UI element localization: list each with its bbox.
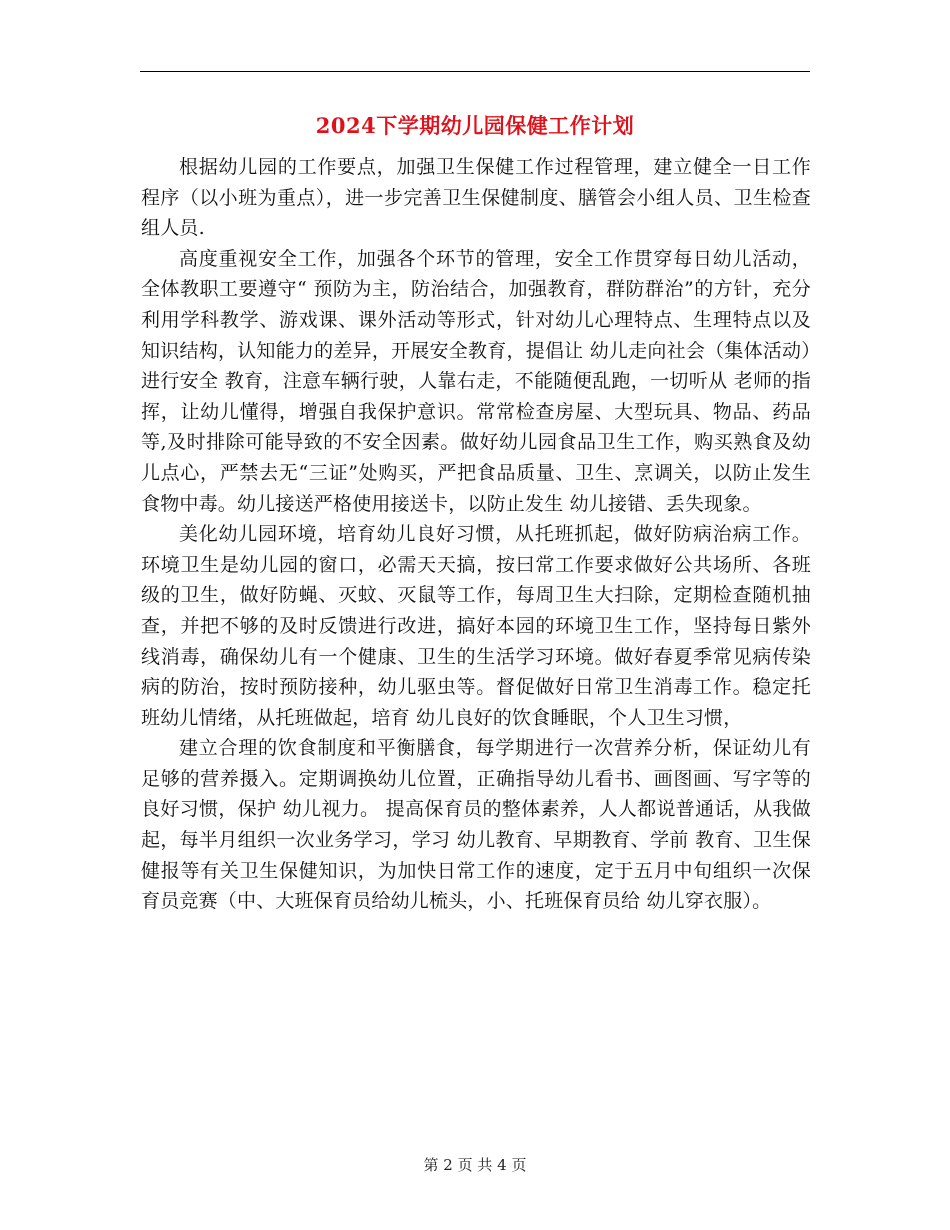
paragraph-safety: 高度重视安全工作，加强各个环节的管理，安全工作贯穿每日幼儿活动，全体教职工要遵守“ 预防为主，防治结合，加强教育，群防群治”的方针，充分利用学科教学、游戏课、课外活动等形式，针对幼儿心理特点、生理特点以及知识结构，认知能力的差异，开展安全教育，提倡让 幼儿走向社会（集体活动）进行安全 教育，注意车辆行驶，人靠右走，不能随便乱跑，一切听从 老师的指挥，让幼儿懂得，增强自我保护意识。常常检查房屋、大型玩具、物品、药品等,及时排除可能导致的不安全因素。做好幼儿园食品卫生工作，购买熟食及幼儿点心，严禁去无“三证”处购买，严把食品质量、卫生、烹调关，以防止发生食物中毒。幼儿接送严格使用接送卡，以防止发生 幼儿接错、丢失现象。	[141, 247, 811, 515]
paragraph-environment: 美化幼儿园环境，培育幼儿良好习惯，从托班抓起，做好防病治病工作。环境卫生是幼儿园的窗口，必需天天搞，按曰常工作要求做好公共场所、各班级的卫生，做好防蝇、灭蚊、灭鼠等工作，每周卫生大扫除，定期检查随机抽查，并把不够的及时反馈进行改进，搞好本园的环境卫生工作，坚持每日紫外线消毒，确保幼儿有一个健康、卫生的生活学习环境。做好春夏季常见病传染病的防治，按时预防接种，幼儿驱虫等。督促做好日常卫生消毒工作。稳定托班幼儿情绪，从托班做起，培育 幼儿良好的饮食睡眠，个人卫生习惯，	[141, 523, 811, 729]
paragraph-intro: 根据幼儿园的工作要点，加强卫生保健工作过程管理，建立健全一日工作程序（以小班为重点），进一步完善卫生保健制度、膳管会小组人员、卫生检查组人员.	[141, 156, 811, 240]
page-footer	[0, 1154, 950, 1175]
document-title: 2024下学期幼儿园保健工作计划	[315, 113, 635, 138]
header-rule	[140, 71, 810, 72]
document-body	[141, 152, 811, 917]
paragraph-nutrition: 建立合理的饮食制度和平衡膳食，每学期进行一次营养分析，保证幼儿有足够的营养摄入。定期调换幼儿位置，正确指导幼儿看书、画图画、写字等的良好习惯，保护 幼儿视力。 提高保育员的整体素养，人人都说普通话，从我做起，每半月组织一次业务学习，学习 幼儿教育、早期教育、学前 教育、卫生保健报等有关卫生保健知识，为加快日常工作的速度，定于五月中旬组织一次保育员竞赛（中、大班保育员给幼儿梳头，小、托班保育员给 幼儿穿衣服）。	[141, 737, 811, 913]
page-number: 第 2 页 共 4 页	[423, 1156, 527, 1174]
